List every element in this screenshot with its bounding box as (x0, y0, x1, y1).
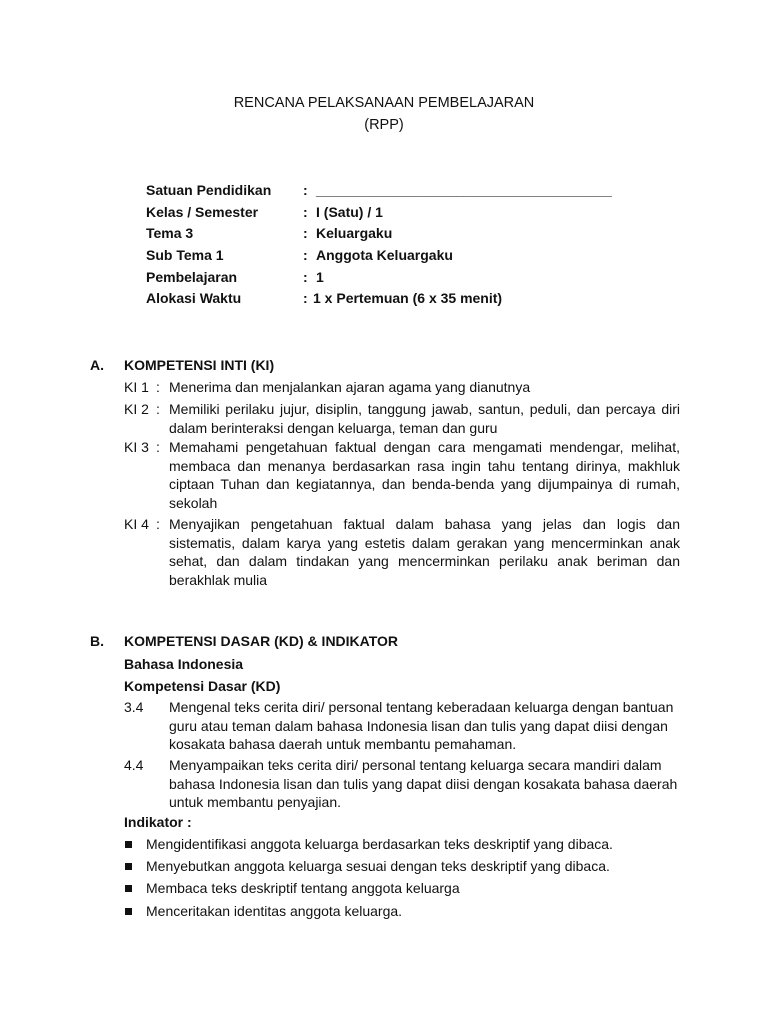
indicator-item (124, 880, 684, 896)
identity-value: 1 (316, 268, 324, 285)
kd-text: Mengenal teks cerita diri/ personal tentang keberadaan keluarga dengan bantuan guru atau teman dalam bahasa Indonesia lisan dan tulis yang dapat diisi dengan kosakata bahasa daerah untuk membantu pemahaman. (169, 699, 674, 753)
ki-code: KI 2 (124, 401, 149, 417)
ki-colon: : (156, 439, 160, 455)
section-title: KOMPETENSI DASAR (KD) & INDIKATOR (124, 633, 399, 649)
subject-heading: Bahasa Indonesia (124, 656, 244, 672)
ki-text: Menyajikan pengetahuan faktual dalam bahasa yang jelas dan logis dan sistematis, dalam karya yang estetis dalam gerakan yang mencerminkan anak sehat, dan dalam tindakan yang mencerminkan perilaku anak beriman dan berakhlak mulia (169, 516, 680, 588)
identity-value: 1 x Pertemuan (6 x 35 menit) (313, 290, 503, 307)
ki-text: Menerima dan menjalankan ajaran agama yang dianutnya (169, 379, 531, 395)
indicator-item (124, 836, 684, 852)
indicator-text: Membaca teks deskriptif tentang anggota keluarga (146, 880, 460, 896)
kd-text: Menyampaikan teks cerita diri/ personal tentang keluarga secara mandiri dalam bahasa Indonesia lisan dan tulis yang dapat diisi dengan kosakata bahasa daerah untuk membantu penyajian. (169, 757, 678, 811)
indicator-heading: Indikator : (124, 814, 192, 830)
indicator-text: Menceritakan identitas anggota keluarga. (146, 903, 403, 919)
ki-code: KI 1 (124, 379, 149, 395)
identity-label: Alokasi Waktu (146, 290, 242, 307)
section-title: KOMPETENSI INTI (KI) (124, 357, 275, 373)
ki-code: KI 4 (124, 516, 149, 532)
identity-value: ______________________________________ (316, 182, 612, 198)
ki-text: Memiliki perilaku jujur, disiplin, tanggung jawab, santun, peduli, dan percaya diri dalam berinteraksi dengan keluarga, teman dan guru (169, 401, 680, 436)
kd-number: 3.4 (124, 699, 144, 715)
identity-value: Keluargaku (316, 225, 393, 242)
indicator-item (124, 858, 684, 874)
square-bullet-icon (125, 908, 132, 915)
identity-label: Sub Tema 1 (146, 247, 224, 264)
indicator-item (124, 903, 684, 919)
ki-colon: : (156, 379, 160, 395)
identity-colon: : (303, 203, 308, 220)
identity-colon: : (303, 182, 308, 198)
identity-label: Kelas / Semester (146, 203, 259, 220)
ki-code: KI 3 (124, 439, 149, 455)
indicator-text: Mengidentifikasi anggota keluarga berdasarkan teks deskriptif yang dibaca. (146, 836, 613, 852)
ki-colon: : (156, 516, 160, 532)
identity-colon: : (303, 247, 308, 264)
identity-label: Tema 3 (146, 225, 194, 242)
identity-label: Satuan Pendidikan (146, 182, 272, 198)
square-bullet-icon (125, 863, 132, 870)
ki-item (124, 515, 680, 589)
ki-text: Memahami pengetahuan faktual dengan cara mengamati mendengar, melihat, membaca dan menanya berdasarkan rasa ingin tahu tentang dirinya, makhluk ciptaan Tuhan dan kegiatannya, dan benda-benda yang dijumpainya di rumah, sekolah (169, 439, 680, 511)
section-letter: A. (90, 357, 104, 373)
identity-value: I (Satu) / 1 (316, 203, 383, 220)
kd-number: 4.4 (124, 757, 144, 773)
kd-item (124, 756, 680, 812)
ki-item (124, 378, 680, 397)
identity-label: Pembelajaran (146, 268, 238, 285)
kd-heading: Kompetensi Dasar (KD) (124, 678, 281, 694)
document-subtitle: (RPP) (364, 117, 404, 133)
square-bullet-icon (125, 841, 132, 848)
kd-item (124, 698, 680, 754)
section-letter: B. (90, 633, 104, 649)
document-title: RENCANA PELAKSANAAN PEMBELAJARAN (233, 95, 535, 111)
ki-item (124, 438, 680, 512)
identity-colon: : (303, 290, 308, 307)
identity-colon: : (303, 225, 308, 242)
identity-value: Anggota Keluargaku (316, 247, 453, 264)
square-bullet-icon (125, 885, 132, 892)
ki-item (124, 400, 680, 437)
identity-colon: : (303, 268, 308, 285)
indicator-text: Menyebutkan anggota keluarga sesuai dengan teks deskriptif yang dibaca. (146, 858, 610, 874)
ki-colon: : (156, 401, 160, 417)
